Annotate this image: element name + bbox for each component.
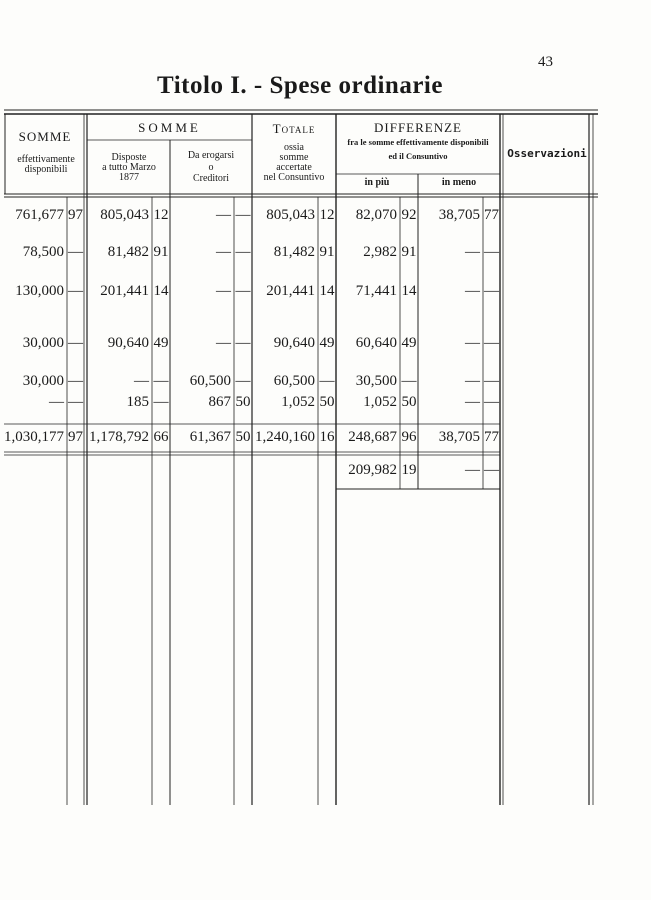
table-cell: 867 (208, 394, 231, 410)
net-difference-cell: — (465, 462, 480, 478)
totals-cell: 66 (153, 429, 169, 445)
differenze-group-header: DIFFERENZE (374, 120, 462, 135)
totals-cell: 1,030,177 (4, 429, 64, 445)
col-in-meno: in meno (441, 177, 477, 188)
net-difference-cell: — (484, 462, 499, 478)
col-somme-disponibili-title: SOMME (18, 129, 72, 144)
table-cell: 805,043 (266, 207, 315, 223)
table-cell: 49 (153, 335, 169, 351)
table-cell: — (49, 394, 64, 410)
table-cell: — (216, 335, 231, 351)
table-cell: — (465, 394, 480, 410)
table-cell: 1,052 (363, 394, 397, 410)
table-cell: 12 (319, 207, 335, 223)
table-cell: — (68, 394, 83, 410)
table-cell: — (235, 373, 251, 389)
table-cell: — (465, 283, 480, 299)
col-totale: Totale (272, 121, 316, 136)
table-cell: 201,441 (266, 283, 315, 299)
table-cell: — (216, 283, 231, 299)
table-cell: 81,482 (273, 244, 315, 260)
table-cell: 97 (68, 207, 83, 223)
net-difference-cell: 19 (401, 462, 417, 478)
totals-cell: 1,178,792 (89, 429, 149, 445)
table-cell: 78,500 (22, 244, 64, 260)
totals-cell: 77 (484, 429, 499, 445)
col-erogarsi: Da erogarsi (187, 150, 235, 161)
table-cell: 50 (401, 394, 417, 410)
col-disposte-sub: a tutto Marzo (102, 162, 156, 173)
table-cell: — (484, 283, 499, 299)
table-cell: 38,705 (438, 207, 480, 223)
totals-cell: 1,240,160 (255, 429, 315, 445)
table-cell: 30,000 (22, 373, 64, 389)
totals-cell: 61,367 (189, 429, 231, 445)
col-disposte: Disposte (111, 152, 147, 163)
table-cell: — (134, 373, 149, 389)
table-cell: 81,482 (107, 244, 149, 260)
table-cell: 60,640 (355, 335, 397, 351)
table-cell: — (153, 394, 169, 410)
table-cell: 50 (319, 394, 335, 410)
table-cell: 30,500 (355, 373, 397, 389)
totals-cell: 38,705 (438, 429, 480, 445)
table-cell: 14 (153, 283, 169, 299)
page-title: Titolo I. - Spese ordinarie (157, 72, 443, 99)
table-cell: — (68, 283, 83, 299)
table-cell: 185 (126, 394, 149, 410)
table-cell: 14 (401, 283, 417, 299)
col-erogarsi-o: o (208, 162, 214, 173)
somme-group-header: SOMME (138, 120, 201, 135)
col-in-piu: in più (364, 177, 390, 188)
table-cell: — (153, 373, 169, 389)
table-cell: — (484, 244, 499, 260)
table-cell: — (68, 244, 83, 260)
table-cell: — (68, 373, 83, 389)
totals-cell: 248,687 (348, 429, 397, 445)
table-cell: 2,982 (363, 244, 397, 260)
table-cell: — (235, 335, 251, 351)
table-cell: 71,441 (355, 283, 397, 299)
table-cell: 14 (319, 283, 335, 299)
table-cell: 1,052 (281, 394, 315, 410)
col-disposte-year: 1877 (119, 172, 139, 183)
table-cell: 91 (319, 244, 335, 260)
table-cell: 60,500 (273, 373, 315, 389)
net-difference-cell: 209,982 (348, 462, 397, 478)
table-cell: — (465, 335, 480, 351)
totals-cell: 96 (401, 429, 417, 445)
table-cell: — (216, 244, 231, 260)
col-somme-disponibili-sub: effettivamente disponibili (17, 154, 75, 175)
totals-cell: 16 (319, 429, 335, 445)
table-cell: 49 (401, 335, 417, 351)
table-cell: — (235, 244, 251, 260)
table-cell: — (68, 335, 83, 351)
table-cell: 50 (235, 394, 251, 410)
table-cell: — (484, 335, 499, 351)
table-cell: 12 (153, 207, 169, 223)
table-cell: 30,000 (22, 335, 64, 351)
table-cell: — (235, 283, 251, 299)
table-cell: — (465, 244, 480, 260)
table-cell: — (216, 207, 231, 223)
table-cell: — (484, 394, 499, 410)
table-cell: — (401, 373, 417, 389)
col-totale-sub3: accertate (276, 162, 312, 173)
table-cell: — (465, 373, 480, 389)
page-number: 43 (538, 54, 553, 70)
table-cell: 90,640 (107, 335, 149, 351)
table-cell: 90,640 (273, 335, 315, 351)
table-cell: 201,441 (100, 283, 149, 299)
col-creditori: Creditori (192, 173, 230, 184)
table-cell: 77 (484, 207, 499, 223)
table-cell: 60,500 (189, 373, 231, 389)
table-cell: 49 (319, 335, 335, 351)
totals-cell: 50 (235, 429, 251, 445)
col-totale-sub4: nel Consuntivo (263, 172, 325, 183)
table-cell: — (484, 373, 499, 389)
table-cell: — (235, 207, 251, 223)
table-cell: 92 (401, 207, 417, 223)
table-cell: 761,677 (15, 207, 64, 223)
col-osservazioni: Osservazioni (507, 147, 587, 160)
differenze-sub1: fra le somme effettivamente disponibili (347, 137, 489, 147)
table-cell: 91 (153, 244, 169, 260)
table-cell: 130,000 (15, 283, 64, 299)
col-totale-sub1: ossia (284, 142, 304, 153)
table-cell: 805,043 (100, 207, 149, 223)
table-cell: 91 (401, 244, 417, 260)
table-cell: — (319, 373, 335, 389)
col-totale-sub2: somme (279, 152, 309, 163)
table-cell: 82,070 (355, 207, 397, 223)
totals-cell: 97 (68, 429, 83, 445)
differenze-sub2: ed il Consuntivo (388, 151, 448, 161)
